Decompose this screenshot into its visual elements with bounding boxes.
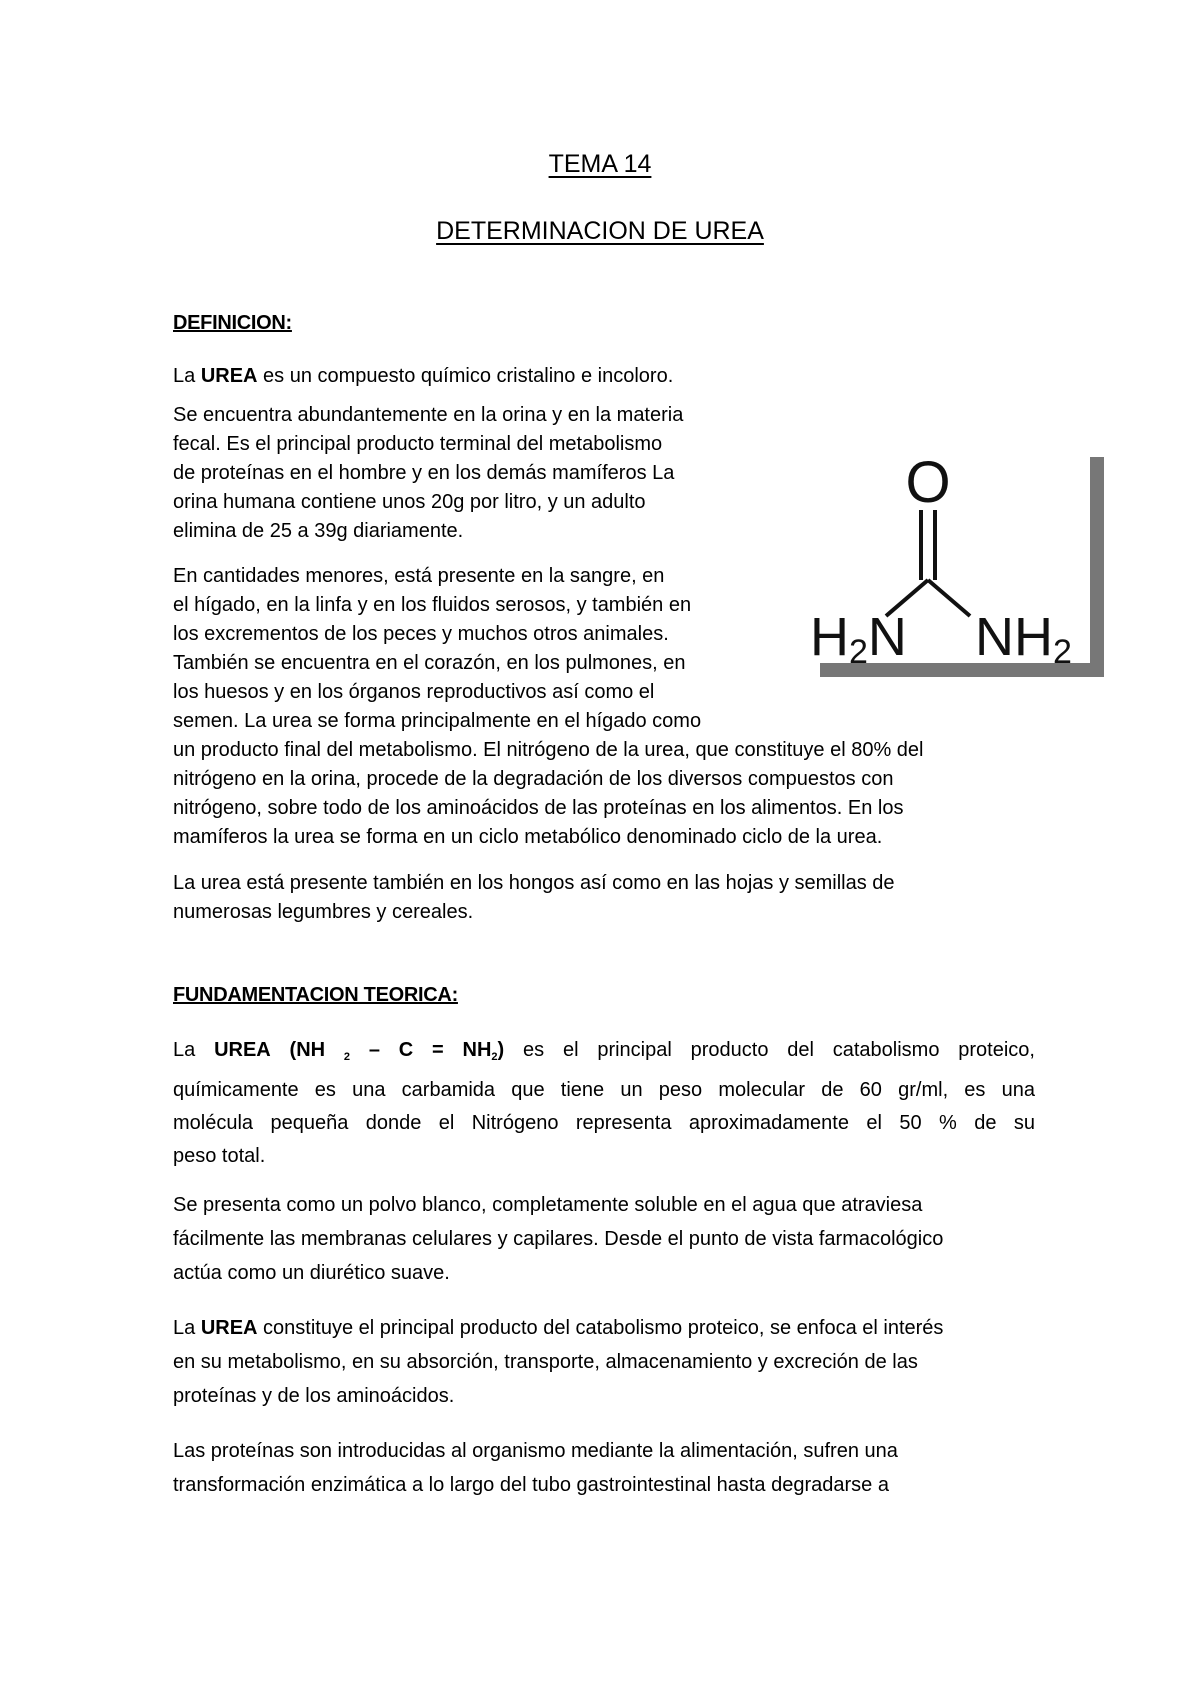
document-title: TEMA 14 (548, 150, 652, 178)
text-fragment: es un compuesto químico cristalino e incoloro. (257, 365, 674, 387)
fundamentacion-heading: FUNDAMENTACION TEORICA: (173, 984, 458, 1006)
n-text: N (867, 607, 907, 667)
fundamentacion-paragraph-1 (173, 1034, 1035, 1173)
text-line: en su metabolismo, en su absorción, transporte, almacenamiento y excreción de las (173, 1351, 918, 1373)
text-line: de proteínas en el hombre y en los demás mamíferos La (173, 462, 675, 484)
text-fragment: La (173, 365, 201, 387)
text-line (173, 1034, 1035, 1074)
formula-part: – C = NH (350, 1039, 492, 1061)
text-line: Se presenta como un polvo blanco, completamente soluble en el agua que atraviesa (173, 1194, 923, 1216)
text-line: nitrógeno en la orina, procede de la degradación de los diversos compuestos con (173, 768, 894, 790)
text-line: transformación enzimática a lo largo del tubo gastrointestinal hasta degradarse a (173, 1474, 889, 1496)
h-text: H (810, 607, 849, 667)
definicion-paragraph-2 (173, 401, 683, 546)
text-line: elimina de 25 a 39g diariamente. (173, 520, 464, 542)
text-line: peso total. (173, 1145, 266, 1167)
document-subtitle: DETERMINACION DE UREA (436, 217, 764, 245)
text-line: En cantidades menores, está presente en la sangre, en (173, 565, 665, 587)
text-line: el hígado, en la linfa y en los fluidos serosos, y también en (173, 594, 692, 616)
text-line: fecal. Es el principal producto terminal del metabolismo (173, 433, 663, 455)
text-line: un producto final del metabolismo. El nitrógeno de la urea, que constituye el 80% del (173, 739, 924, 761)
fundamentacion-paragraph-2 (173, 1188, 943, 1290)
formula-subscript: 2 (343, 1051, 351, 1063)
text-line: semen. La urea se forma principalmente en el hígado como (173, 710, 702, 732)
text-fragment: La (173, 1317, 201, 1339)
text-line: actúa como un diurético suave. (173, 1262, 450, 1284)
urea-bold: UREA (200, 365, 258, 387)
nh-text: NH (975, 607, 1053, 667)
text-line: Se encuentra abundantemente en la orina y en la materia (173, 404, 684, 426)
urea-bold: UREA (214, 1039, 271, 1061)
fundamentacion-paragraph-4 (173, 1434, 898, 1502)
bond-right (928, 580, 970, 616)
text-line: los excrementos de los peces y muchos otros animales. (173, 623, 669, 645)
oxygen-label: O (905, 450, 951, 515)
text-fragment: es el principal producto del catabolismo proteico, (504, 1039, 1035, 1061)
text-fragment: La (173, 1039, 215, 1061)
fundamentacion-paragraph-3 (173, 1311, 943, 1413)
text-line: fácilmente las membranas celulares y capilares. Desde el punto de vista farmacológico (173, 1228, 944, 1250)
formula-subscript: 2 (491, 1051, 498, 1063)
text-line: molécula pequeña donde el Nitrógeno representa aproximadamente el 50 % de su (173, 1112, 1035, 1134)
urea-structure-diagram (800, 440, 1110, 685)
text-line: También se encuentra en el corazón, en los pulmones, en (173, 652, 686, 674)
text-line: La urea está presente también en los hongos así como en las hojas y semillas de (173, 872, 895, 894)
text-line: mamíferos la urea se forma en un ciclo metabólico denominado ciclo de la urea. (173, 826, 883, 848)
text-line (173, 1311, 943, 1345)
definicion-paragraph-4 (173, 869, 895, 927)
right-amine-label (975, 607, 1072, 671)
formula-part: ) (497, 1039, 505, 1061)
subscript-2: 2 (849, 633, 868, 671)
formula-part: (NH (289, 1039, 344, 1061)
definicion-paragraph-1 (173, 362, 673, 391)
left-amine-label (810, 607, 907, 671)
text-line: orina humana contiene unos 20g por litro, y un adulto (173, 491, 646, 513)
frame-shadow-right (1090, 457, 1104, 677)
urea-bold: UREA (200, 1317, 258, 1339)
text-line: químicamente es una carbamida que tiene un peso molecular de 60 gr/ml, es una (173, 1079, 1035, 1101)
definicion-heading: DEFINICION: (173, 312, 292, 334)
text-line: Las proteínas son introducidas al organismo mediante la alimentación, sufren una (173, 1440, 898, 1462)
text-line: los huesos y en los órganos reproductivos así como el (173, 681, 655, 703)
text-line: numerosas legumbres y cereales. (173, 901, 474, 923)
subscript-2: 2 (1053, 633, 1072, 671)
text-line: proteínas y de los aminoácidos. (173, 1385, 455, 1407)
text-line: nitrógeno, sobre todo de los aminoácidos de las proteínas en los alimentos. En los (173, 797, 904, 819)
urea-formula (290, 1039, 505, 1061)
text-fragment: constituye el principal producto del catabolismo proteico, se enfoca el interés (257, 1317, 944, 1339)
